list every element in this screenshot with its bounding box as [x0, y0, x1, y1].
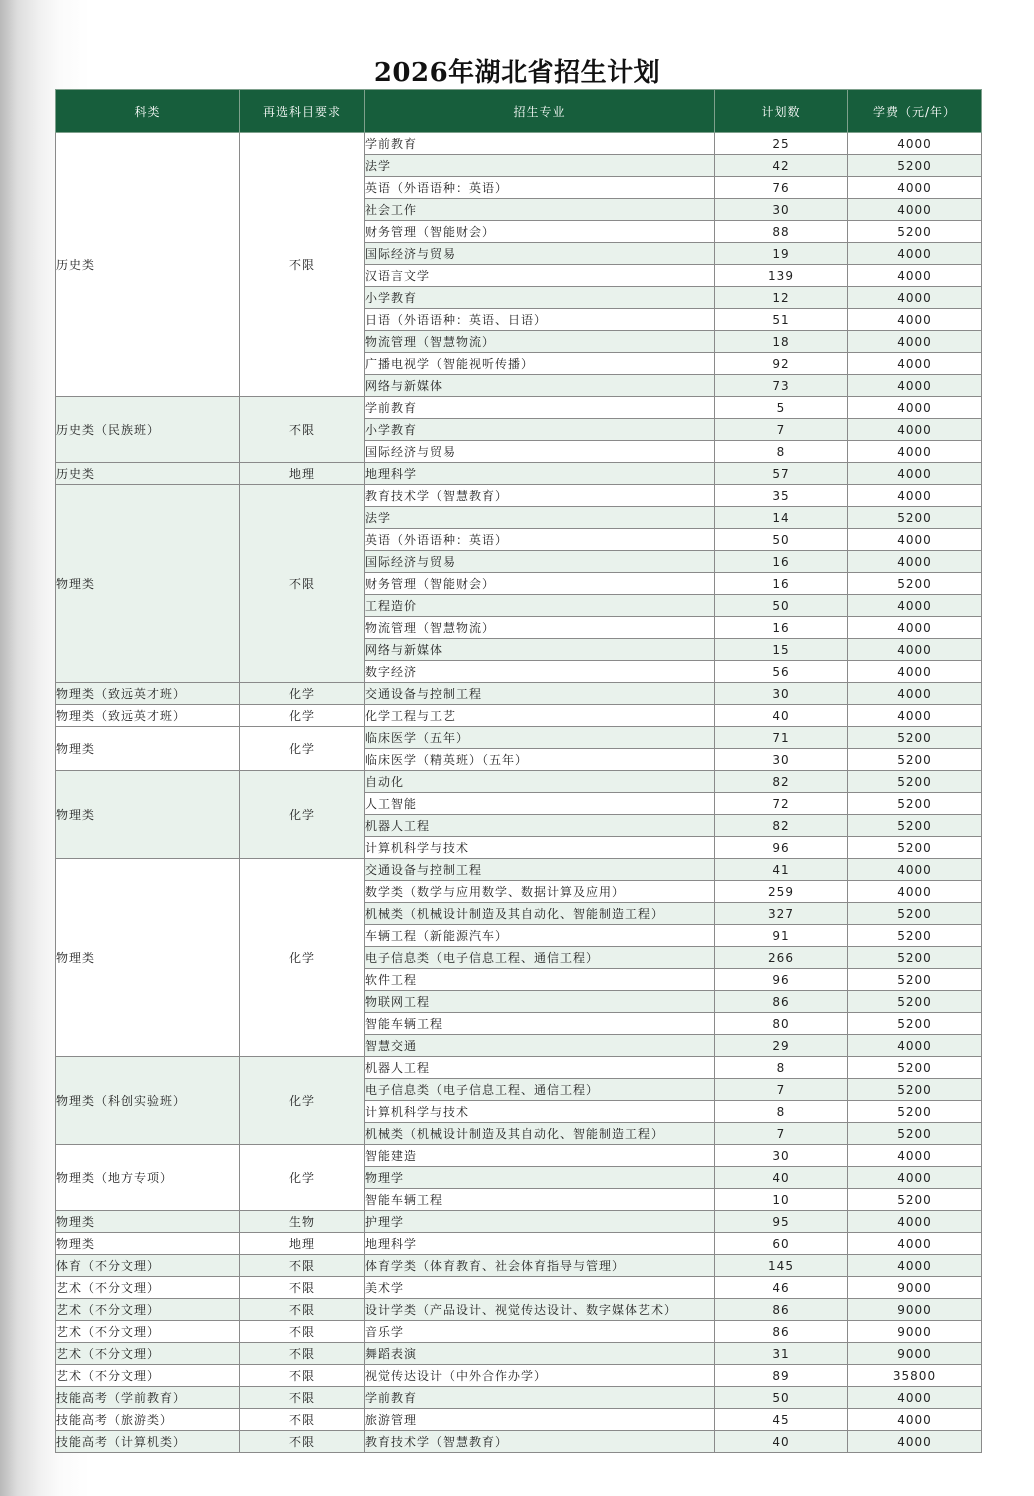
cell-major: 智慧交通	[365, 1035, 715, 1057]
cell-category: 物理类（致远英才班）	[56, 683, 240, 705]
cell-major: 小学教育	[365, 287, 715, 309]
header-requirement: 再选科目要求	[240, 90, 365, 133]
cell-category: 物理类	[56, 727, 240, 771]
cell-major: 临床医学（五年）	[365, 727, 715, 749]
cell-tuition: 5200	[848, 1013, 982, 1035]
cell-major: 物流管理（智慧物流）	[365, 617, 715, 639]
cell-major: 物流管理（智慧物流）	[365, 331, 715, 353]
cell-tuition: 4000	[848, 1035, 982, 1057]
cell-tuition: 4000	[848, 661, 982, 683]
cell-category: 物理类	[56, 485, 240, 683]
cell-category: 艺术（不分文理）	[56, 1299, 240, 1321]
cell-major: 数学类（数学与应用数学、数据计算及应用）	[365, 881, 715, 903]
cell-plan-count: 16	[715, 551, 848, 573]
cell-tuition: 5200	[848, 1123, 982, 1145]
cell-requirement: 地理	[240, 1233, 365, 1255]
cell-plan-count: 42	[715, 155, 848, 177]
cell-plan-count: 19	[715, 243, 848, 265]
cell-tuition: 4000	[848, 529, 982, 551]
cell-requirement: 不限	[240, 1431, 365, 1453]
cell-tuition: 4000	[848, 1145, 982, 1167]
cell-plan-count: 86	[715, 1321, 848, 1343]
table-row	[56, 463, 982, 485]
cell-category: 物理类（致远英才班）	[56, 705, 240, 727]
cell-category: 物理类	[56, 771, 240, 859]
cell-category: 艺术（不分文理）	[56, 1343, 240, 1365]
cell-major: 机械类（机械设计制造及其自动化、智能制造工程）	[365, 1123, 715, 1145]
cell-tuition: 4000	[848, 485, 982, 507]
cell-plan-count: 96	[715, 969, 848, 991]
cell-plan-count: 40	[715, 705, 848, 727]
cell-requirement: 不限	[240, 1299, 365, 1321]
cell-tuition: 5200	[848, 903, 982, 925]
cell-plan-count: 92	[715, 353, 848, 375]
cell-plan-count: 51	[715, 309, 848, 331]
cell-tuition: 4000	[848, 859, 982, 881]
table-row	[56, 397, 982, 419]
cell-major: 网络与新媒体	[365, 639, 715, 661]
table-row	[56, 1057, 982, 1079]
cell-tuition: 4000	[848, 463, 982, 485]
cell-plan-count: 8	[715, 441, 848, 463]
cell-plan-count: 50	[715, 1387, 848, 1409]
cell-major: 教育技术学（智慧教育）	[365, 1431, 715, 1453]
cell-plan-count: 8	[715, 1101, 848, 1123]
cell-plan-count: 29	[715, 1035, 848, 1057]
cell-plan-count: 71	[715, 727, 848, 749]
cell-tuition: 4000	[848, 617, 982, 639]
cell-tuition: 9000	[848, 1321, 982, 1343]
cell-category: 历史类	[56, 133, 240, 397]
cell-tuition: 5200	[848, 1057, 982, 1079]
cell-major: 交通设备与控制工程	[365, 859, 715, 881]
cell-plan-count: 82	[715, 815, 848, 837]
cell-tuition: 5200	[848, 1189, 982, 1211]
cell-plan-count: 5	[715, 397, 848, 419]
cell-plan-count: 88	[715, 221, 848, 243]
cell-requirement: 不限	[240, 485, 365, 683]
cell-tuition: 4000	[848, 1387, 982, 1409]
cell-tuition: 4000	[848, 1233, 982, 1255]
cell-major: 学前教育	[365, 133, 715, 155]
cell-tuition: 4000	[848, 441, 982, 463]
cell-category: 历史类	[56, 463, 240, 485]
cell-plan-count: 57	[715, 463, 848, 485]
cell-requirement: 不限	[240, 1321, 365, 1343]
cell-major: 物理学	[365, 1167, 715, 1189]
cell-tuition: 9000	[848, 1277, 982, 1299]
cell-plan-count: 15	[715, 639, 848, 661]
table-row	[56, 1299, 982, 1321]
cell-category: 艺术（不分文理）	[56, 1365, 240, 1387]
cell-plan-count: 60	[715, 1233, 848, 1255]
cell-plan-count: 35	[715, 485, 848, 507]
cell-plan-count: 30	[715, 749, 848, 771]
cell-plan-count: 7	[715, 419, 848, 441]
cell-major: 化学工程与工艺	[365, 705, 715, 727]
cell-plan-count: 86	[715, 991, 848, 1013]
table-row	[56, 859, 982, 881]
cell-major: 音乐学	[365, 1321, 715, 1343]
cell-major: 智能车辆工程	[365, 1189, 715, 1211]
cell-major: 学前教育	[365, 397, 715, 419]
cell-plan-count: 327	[715, 903, 848, 925]
table-row	[56, 1233, 982, 1255]
cell-category: 技能高考（学前教育）	[56, 1387, 240, 1409]
cell-requirement: 化学	[240, 771, 365, 859]
table-row	[56, 1431, 982, 1453]
cell-tuition: 4000	[848, 1255, 982, 1277]
cell-major: 智能建造	[365, 1145, 715, 1167]
cell-tuition: 5200	[848, 991, 982, 1013]
cell-tuition: 4000	[848, 265, 982, 287]
cell-tuition: 5200	[848, 727, 982, 749]
cell-category: 体育（不分文理）	[56, 1255, 240, 1277]
cell-tuition: 5200	[848, 771, 982, 793]
cell-plan-count: 145	[715, 1255, 848, 1277]
cell-plan-count: 266	[715, 947, 848, 969]
cell-requirement: 地理	[240, 463, 365, 485]
cell-tuition: 4000	[848, 243, 982, 265]
cell-requirement: 化学	[240, 683, 365, 705]
cell-plan-count: 96	[715, 837, 848, 859]
cell-major: 设计学类（产品设计、视觉传达设计、数字媒体艺术）	[365, 1299, 715, 1321]
cell-tuition: 5200	[848, 837, 982, 859]
cell-tuition: 5200	[848, 947, 982, 969]
cell-major: 法学	[365, 155, 715, 177]
cell-major: 计算机科学与技术	[365, 837, 715, 859]
cell-major: 小学教育	[365, 419, 715, 441]
cell-tuition: 5200	[848, 969, 982, 991]
cell-tuition: 4000	[848, 309, 982, 331]
cell-tuition: 5200	[848, 749, 982, 771]
cell-requirement: 不限	[240, 133, 365, 397]
cell-major: 机械类（机械设计制造及其自动化、智能制造工程）	[365, 903, 715, 925]
cell-major: 机器人工程	[365, 1057, 715, 1079]
cell-major: 视觉传达设计（中外合作办学）	[365, 1365, 715, 1387]
cell-major: 国际经济与贸易	[365, 441, 715, 463]
cell-major: 网络与新媒体	[365, 375, 715, 397]
cell-tuition: 4000	[848, 397, 982, 419]
cell-plan-count: 50	[715, 529, 848, 551]
cell-category: 物理类	[56, 1211, 240, 1233]
cell-category: 技能高考（旅游类）	[56, 1409, 240, 1431]
cell-major: 人工智能	[365, 793, 715, 815]
cell-plan-count: 40	[715, 1167, 848, 1189]
cell-major: 软件工程	[365, 969, 715, 991]
cell-major: 广播电视学（智能视听传播）	[365, 353, 715, 375]
cell-major: 舞蹈表演	[365, 1343, 715, 1365]
cell-plan-count: 31	[715, 1343, 848, 1365]
cell-plan-count: 8	[715, 1057, 848, 1079]
cell-plan-count: 25	[715, 133, 848, 155]
cell-plan-count: 12	[715, 287, 848, 309]
cell-tuition: 9000	[848, 1343, 982, 1365]
table-row	[56, 133, 982, 155]
table-row	[56, 1321, 982, 1343]
cell-plan-count: 82	[715, 771, 848, 793]
cell-major: 法学	[365, 507, 715, 529]
cell-plan-count: 40	[715, 1431, 848, 1453]
cell-major: 社会工作	[365, 199, 715, 221]
cell-tuition: 4000	[848, 375, 982, 397]
table-row	[56, 727, 982, 749]
cell-plan-count: 45	[715, 1409, 848, 1431]
cell-major: 护理学	[365, 1211, 715, 1233]
cell-tuition: 4000	[848, 1167, 982, 1189]
cell-tuition: 4000	[848, 133, 982, 155]
cell-requirement: 化学	[240, 727, 365, 771]
cell-category: 艺术（不分文理）	[56, 1277, 240, 1299]
cell-major: 学前教育	[365, 1387, 715, 1409]
header-tuition: 学费（元/年）	[848, 90, 982, 133]
table-row	[56, 1387, 982, 1409]
cell-plan-count: 16	[715, 573, 848, 595]
cell-plan-count: 18	[715, 331, 848, 353]
table-row	[56, 771, 982, 793]
cell-plan-count: 50	[715, 595, 848, 617]
table-row	[56, 1409, 982, 1431]
table-row	[56, 1343, 982, 1365]
table-row	[56, 683, 982, 705]
cell-requirement: 化学	[240, 859, 365, 1057]
table-row	[56, 705, 982, 727]
cell-requirement: 不限	[240, 1343, 365, 1365]
cell-tuition: 4000	[848, 331, 982, 353]
cell-tuition: 4000	[848, 419, 982, 441]
cell-major: 机器人工程	[365, 815, 715, 837]
cell-requirement: 不限	[240, 1409, 365, 1431]
table-body	[56, 133, 982, 1453]
cell-plan-count: 80	[715, 1013, 848, 1035]
cell-major: 工程造价	[365, 595, 715, 617]
cell-major: 自动化	[365, 771, 715, 793]
cell-requirement: 化学	[240, 1145, 365, 1211]
table-row	[56, 485, 982, 507]
cell-tuition: 4000	[848, 1409, 982, 1431]
cell-plan-count: 7	[715, 1123, 848, 1145]
cell-requirement: 生物	[240, 1211, 365, 1233]
cell-tuition: 4000	[848, 595, 982, 617]
cell-tuition: 9000	[848, 1299, 982, 1321]
table-row	[56, 1145, 982, 1167]
cell-plan-count: 139	[715, 265, 848, 287]
header-category: 科类	[56, 90, 240, 133]
cell-major: 财务管理（智能财会）	[365, 573, 715, 595]
cell-major: 国际经济与贸易	[365, 551, 715, 573]
cell-plan-count: 72	[715, 793, 848, 815]
cell-plan-count: 41	[715, 859, 848, 881]
cell-category: 艺术（不分文理）	[56, 1321, 240, 1343]
cell-plan-count: 89	[715, 1365, 848, 1387]
enrollment-plan-table	[55, 89, 982, 1453]
cell-major: 交通设备与控制工程	[365, 683, 715, 705]
cell-requirement: 不限	[240, 1387, 365, 1409]
cell-tuition: 4000	[848, 551, 982, 573]
cell-tuition: 5200	[848, 925, 982, 947]
cell-requirement: 不限	[240, 1365, 365, 1387]
header-major: 招生专业	[365, 90, 715, 133]
cell-tuition: 4000	[848, 353, 982, 375]
cell-tuition: 4000	[848, 705, 982, 727]
cell-plan-count: 30	[715, 199, 848, 221]
cell-plan-count: 56	[715, 661, 848, 683]
cell-tuition: 5200	[848, 793, 982, 815]
cell-tuition: 5200	[848, 155, 982, 177]
cell-tuition: 5200	[848, 815, 982, 837]
cell-plan-count: 30	[715, 1145, 848, 1167]
cell-major: 智能车辆工程	[365, 1013, 715, 1035]
cell-major: 英语（外语语种：英语）	[365, 529, 715, 551]
cell-tuition: 4000	[848, 199, 982, 221]
cell-major: 英语（外语语种：英语）	[365, 177, 715, 199]
cell-major: 车辆工程（新能源汽车）	[365, 925, 715, 947]
cell-tuition: 5200	[848, 573, 982, 595]
cell-tuition: 5200	[848, 1079, 982, 1101]
page-title: 2026年湖北省招生计划	[373, 58, 661, 88]
cell-category: 历史类（民族班）	[56, 397, 240, 463]
cell-major: 美术学	[365, 1277, 715, 1299]
cell-plan-count: 259	[715, 881, 848, 903]
cell-plan-count: 86	[715, 1299, 848, 1321]
cell-tuition: 4000	[848, 177, 982, 199]
table-row	[56, 1365, 982, 1387]
cell-major: 电子信息类（电子信息工程、通信工程）	[365, 1079, 715, 1101]
header-plan-count: 计划数	[715, 90, 848, 133]
table-row	[56, 1211, 982, 1233]
cell-plan-count: 10	[715, 1189, 848, 1211]
cell-major: 旅游管理	[365, 1409, 715, 1431]
cell-plan-count: 46	[715, 1277, 848, 1299]
cell-category: 技能高考（计算机类）	[56, 1431, 240, 1453]
cell-requirement: 化学	[240, 705, 365, 727]
cell-requirement: 不限	[240, 1277, 365, 1299]
cell-category: 物理类	[56, 859, 240, 1057]
cell-major: 体育学类（体育教育、社会体育指导与管理）	[365, 1255, 715, 1277]
cell-major: 物联网工程	[365, 991, 715, 1013]
cell-major: 地理科学	[365, 463, 715, 485]
cell-requirement: 不限	[240, 397, 365, 463]
cell-plan-count: 95	[715, 1211, 848, 1233]
cell-plan-count: 16	[715, 617, 848, 639]
cell-tuition: 5200	[848, 507, 982, 529]
cell-category: 物理类（科创实验班）	[56, 1057, 240, 1145]
cell-major: 数字经济	[365, 661, 715, 683]
cell-plan-count: 7	[715, 1079, 848, 1101]
cell-major: 国际经济与贸易	[365, 243, 715, 265]
cell-major: 地理科学	[365, 1233, 715, 1255]
cell-major: 临床医学（精英班）（五年）	[365, 749, 715, 771]
cell-tuition: 35800	[848, 1365, 982, 1387]
cell-tuition: 4000	[848, 287, 982, 309]
cell-major: 财务管理（智能财会）	[365, 221, 715, 243]
table-row	[56, 1255, 982, 1277]
table-header-row	[56, 90, 982, 133]
cell-tuition: 4000	[848, 1431, 982, 1453]
cell-major: 计算机科学与技术	[365, 1101, 715, 1123]
cell-tuition: 4000	[848, 639, 982, 661]
cell-tuition: 4000	[848, 881, 982, 903]
cell-tuition: 4000	[848, 1211, 982, 1233]
cell-major: 电子信息类（电子信息工程、通信工程）	[365, 947, 715, 969]
cell-tuition: 4000	[848, 683, 982, 705]
cell-major: 汉语言文学	[365, 265, 715, 287]
cell-plan-count: 91	[715, 925, 848, 947]
cell-category: 物理类（地方专项）	[56, 1145, 240, 1211]
cell-plan-count: 30	[715, 683, 848, 705]
cell-major: 教育技术学（智慧教育）	[365, 485, 715, 507]
cell-plan-count: 73	[715, 375, 848, 397]
table-row	[56, 1277, 982, 1299]
cell-plan-count: 14	[715, 507, 848, 529]
cell-plan-count: 76	[715, 177, 848, 199]
cell-requirement: 化学	[240, 1057, 365, 1145]
cell-requirement: 不限	[240, 1255, 365, 1277]
cell-category: 物理类	[56, 1233, 240, 1255]
cell-tuition: 5200	[848, 221, 982, 243]
cell-tuition: 5200	[848, 1101, 982, 1123]
cell-major: 日语（外语语种：英语、日语）	[365, 309, 715, 331]
